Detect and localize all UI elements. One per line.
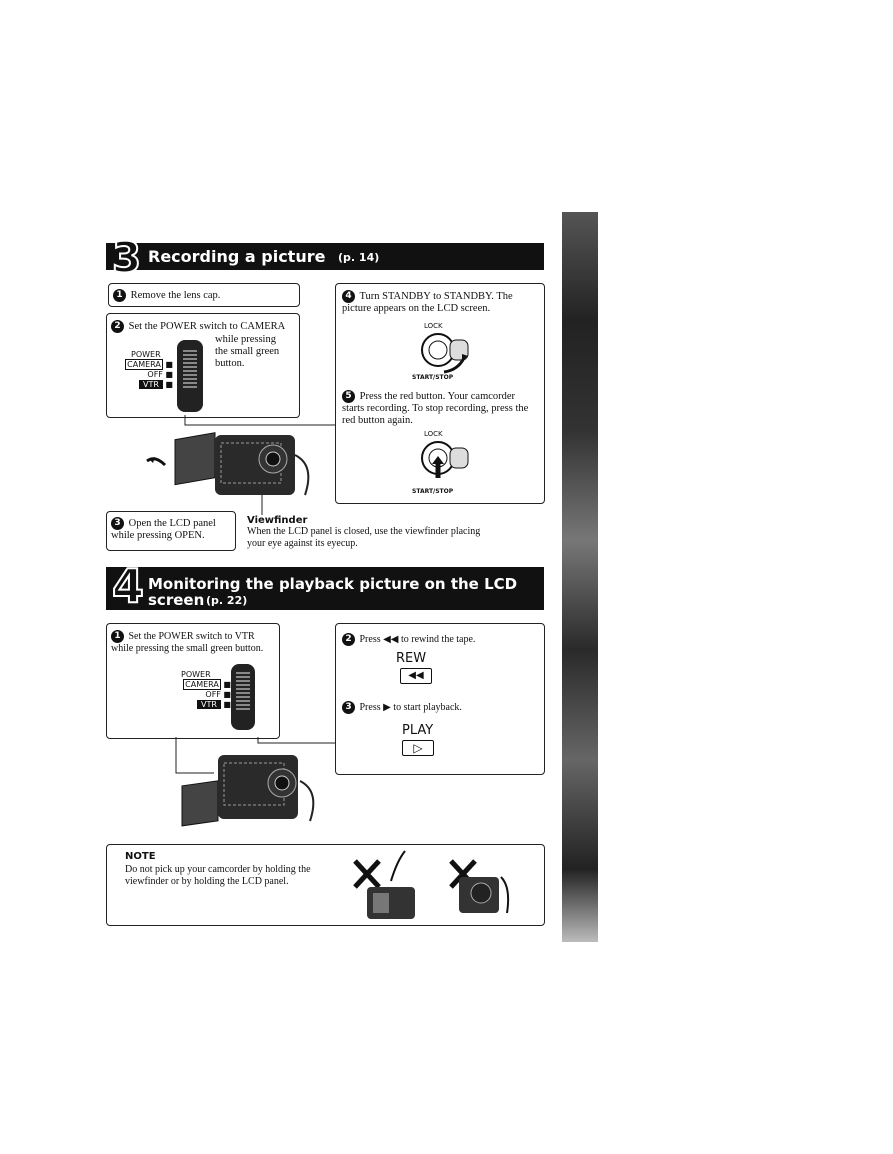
note-title: NOTE xyxy=(125,851,156,862)
dial-lock-top: LOCK xyxy=(424,322,443,330)
viewfinder-text: When the LCD panel is closed, use the viewfinder placing your eye against its eyecup. xyxy=(247,526,481,549)
play-label: PLAY xyxy=(402,723,434,738)
step3-text: Open the LCD panel while pressing OPEN. xyxy=(111,517,216,541)
section4-title-line2: screen xyxy=(148,591,205,609)
standby-dial-bottom xyxy=(396,430,496,490)
section3-number: 3 xyxy=(112,233,142,282)
section3-page-ref: (p. 14) xyxy=(338,251,380,264)
s4-steps23-box xyxy=(335,623,545,775)
rew-label: REW xyxy=(396,651,427,666)
step3-box xyxy=(106,511,236,551)
s4-switch-power-label: POWER xyxy=(181,670,211,679)
section4-page-ref: (p. 22) xyxy=(206,594,248,607)
dial-startstop-bottom: START/STOP xyxy=(412,488,454,495)
wrong-grip-illustrations xyxy=(351,847,521,923)
s4-step2-text: Press ◀◀ to rewind the tape. xyxy=(359,633,476,645)
dial-startstop-top: START/STOP xyxy=(412,374,454,381)
step5-number: 5 xyxy=(342,390,355,403)
s4-step3-text: Press ▶ to start playback. xyxy=(359,701,462,713)
step4-number: 4 xyxy=(342,290,355,303)
switch-off-label: OFF xyxy=(147,370,163,379)
s4-step3-number: 3 xyxy=(342,701,355,714)
switch-camera-label: CAMERA xyxy=(127,360,161,369)
power-switch-illustration xyxy=(177,340,203,412)
step1-box xyxy=(108,283,300,307)
s4-power-switch-illustration xyxy=(231,664,255,730)
section4-title-line1: Monitoring the playback picture on the LCD xyxy=(148,575,518,593)
rew-button: ◀◀ xyxy=(400,668,432,684)
s4-step1-box: 1 Set the POWER switch to VTR while pressing the small green button. POWER CAMERA ■ OFF ■ VTR ■ xyxy=(106,623,280,739)
switch-vtr-label: VTR xyxy=(139,380,163,389)
play-button: ▷ xyxy=(402,740,434,756)
step4-text: Turn STANDBY to STANDBY. The picture appears on the LCD screen. xyxy=(342,290,513,314)
step2-text2: while pressing the small green button. xyxy=(215,334,280,369)
dial-lock-bottom: LOCK xyxy=(424,430,443,438)
step1-text: Remove the lens cap. xyxy=(130,289,221,301)
section4-number: 4 xyxy=(112,559,145,613)
step2-box: 2 Set the POWER switch to CAMERA while pressing the small green button. POWER CAMERA ■ OFF ■ VTR ■ xyxy=(106,313,300,418)
s4-camcorder-illustration xyxy=(174,737,336,837)
steps45-box xyxy=(335,283,545,504)
step2-text: Set the POWER switch to CAMERA xyxy=(128,320,286,332)
camcorder-illustration xyxy=(145,415,335,515)
step3-number: 3 xyxy=(111,517,124,530)
s4-step2-number: 2 xyxy=(342,633,355,646)
thumb-index-sidebar xyxy=(562,212,598,942)
step5-text: Press the red button. Your camcorder starts recording. To stop recording, press the red button again. xyxy=(342,390,529,426)
s4-switch-vtr-label: VTR xyxy=(197,700,221,709)
section4-banner xyxy=(106,559,544,613)
section3-title: Recording a picture xyxy=(148,247,326,266)
note-text: Do not pick up your camcorder by holding the viewfinder or by holding the LCD panel. xyxy=(125,864,311,887)
s4-step1-number: 1 xyxy=(111,630,124,643)
switch-power-label: POWER xyxy=(131,350,161,359)
step2-number: 2 xyxy=(111,320,124,333)
section3-banner xyxy=(106,233,544,282)
note-box xyxy=(106,844,545,926)
viewfinder-title: Viewfinder xyxy=(247,515,308,526)
s4-switch-off-label: OFF xyxy=(205,690,221,699)
s4-switch-camera-label: CAMERA xyxy=(185,680,219,689)
s4-step1-text: Set the POWER switch to VTR while pressing the small green button. xyxy=(111,630,264,654)
step1-number: 1 xyxy=(113,289,126,302)
